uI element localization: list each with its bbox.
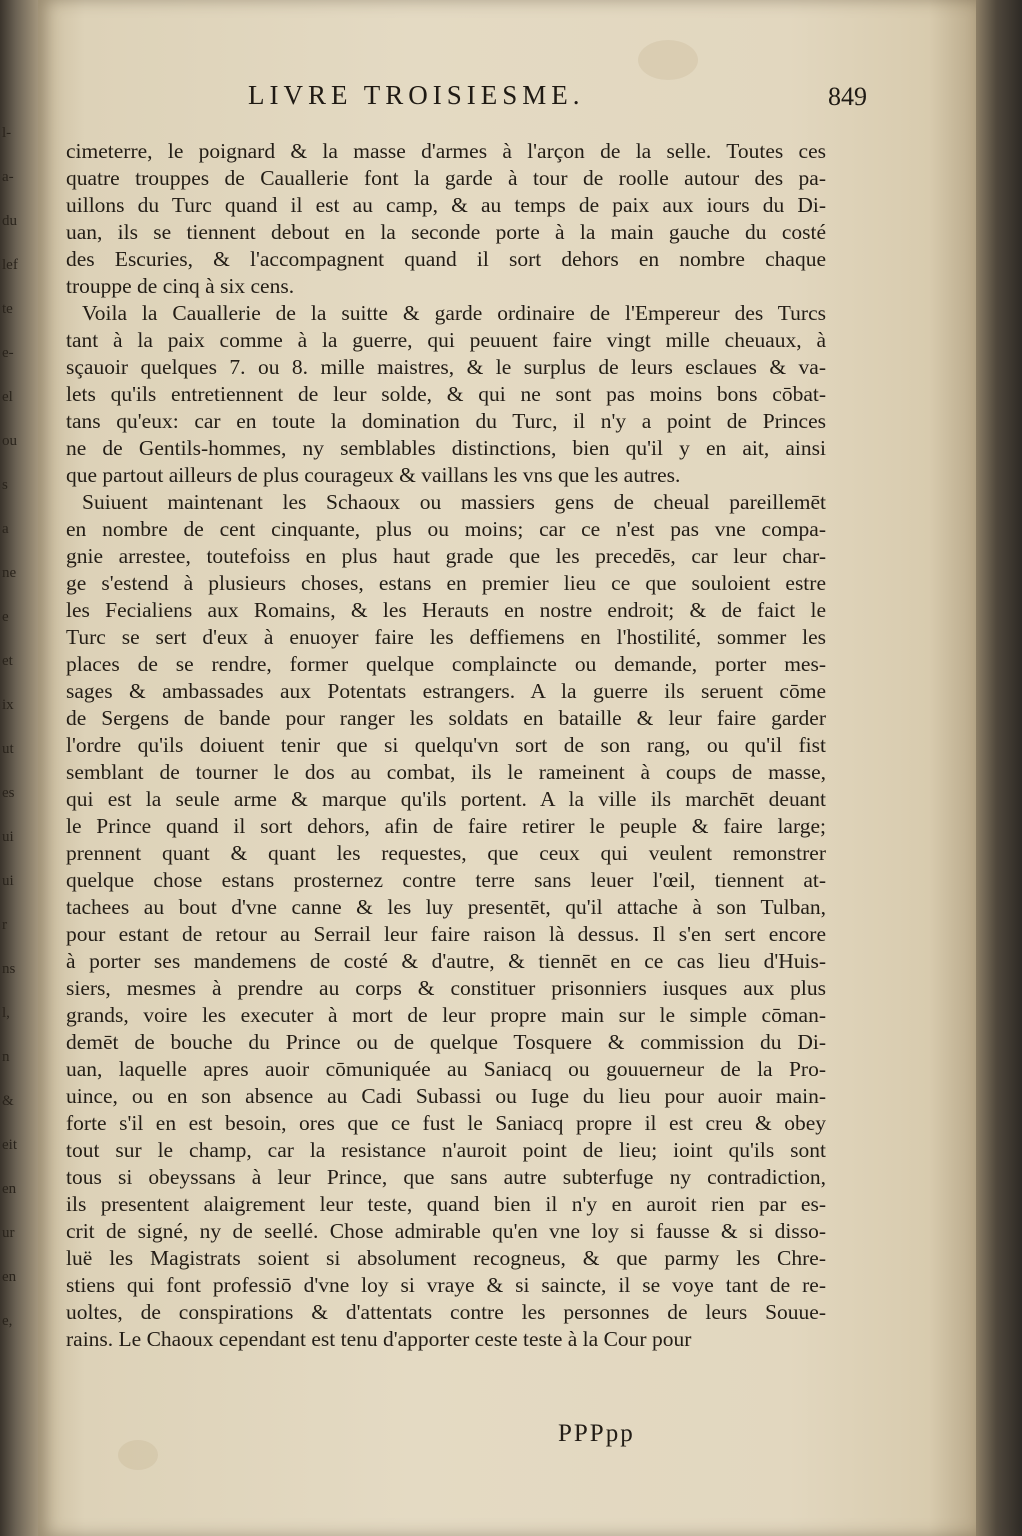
text-line: sages & ambassades aux Potentats estrangers. A la guerre ils seruent cōme bbox=[66, 679, 826, 703]
text-line: ne de Gentils-hommes, ny semblables distinctions, bien qu'il y en ait, ainsi bbox=[66, 436, 826, 460]
text-line: en nombre de cent cinquante, plus ou moins; car ce n'est pas vne compa- bbox=[66, 517, 826, 541]
text-line: forte s'il en est besoin, ores que ce fust le Saniacq propre il est creu & obey bbox=[66, 1111, 826, 1135]
gutter-text-fragment: ur bbox=[2, 1225, 15, 1241]
previous-page-gutter bbox=[0, 0, 40, 1536]
signature-mark: PPPpp bbox=[558, 1420, 635, 1447]
text-line: des Escuries, & l'accompagnent quand il sort dehors en nombre chaque bbox=[66, 247, 826, 271]
gutter-text-fragment: lef bbox=[2, 257, 18, 273]
gutter-text-fragment: du bbox=[2, 213, 17, 229]
text-line: crit de signé, ny de seellé. Chose admirable qu'en vne loy si fausse & si disso- bbox=[66, 1219, 826, 1243]
gutter-text-fragment: te bbox=[2, 301, 13, 317]
text-line: prennent quant & quant les requestes, que ceux qui veulent remonstrer bbox=[66, 841, 826, 865]
text-line: uince, ou en son absence au Cadi Subassi ou Iuge du lieu pour auoir main- bbox=[66, 1084, 826, 1108]
gutter-text-fragment: en bbox=[2, 1181, 17, 1197]
text-line: que partout ailleurs de plus courageux & vaillans les vns que les autres. bbox=[66, 463, 681, 487]
gutter-text-fragment: en bbox=[2, 1269, 17, 1285]
text-line: siers, mesmes à prendre au corps & constituer prisonniers iusques aux plus bbox=[66, 976, 826, 1000]
paper-stain bbox=[118, 1440, 158, 1470]
text-line: ge s'estend à plusieurs choses, estans en premier lieu ce que souloient estre bbox=[66, 571, 826, 595]
gutter-text-fragment: & bbox=[2, 1093, 14, 1109]
gutter-text-fragment: ou bbox=[2, 433, 17, 449]
text-line: tout sur le champ, car la resistance n'auroit point de lieu; ioint qu'ils sont bbox=[66, 1138, 826, 1162]
text-line: gnie arrestee, toutefoiss en plus haut grade que les precedēs, car leur char- bbox=[66, 544, 826, 568]
gutter-text-fragment: ui bbox=[2, 873, 14, 889]
text-line: demēt de bouche du Prince ou de quelque Tosquere & commission du Di- bbox=[66, 1030, 826, 1054]
text-line: uillons du Turc quand il est au camp, & au temps de paix aux iours du Di- bbox=[66, 193, 826, 217]
text-line: cimeterre, le poignard & la masse d'armes à l'arçon de la selle. Toutes ces bbox=[66, 139, 826, 163]
text-line: tans qu'eux: car en toute la domination du Turc, il n'y a point de Princes bbox=[66, 409, 826, 433]
text-line: rains. Le Chaoux cependant est tenu d'apporter ceste teste à la Cour pour bbox=[66, 1327, 692, 1351]
text-line: uan, laquelle apres auoir cōmuniquée au Saniacq ou gouuerneur de la Pro- bbox=[66, 1057, 826, 1081]
gutter-text-fragment: e, bbox=[2, 1313, 13, 1329]
text-line: sçauoir quelques 7. ou 8. mille maistres, & le surplus de leurs esclaues & va- bbox=[66, 355, 826, 379]
gutter-text-fragment: eit bbox=[2, 1137, 17, 1153]
text-line: lets qu'ils entretiennent de leur solde, & qui ne sont pas moins bons cōbat- bbox=[66, 382, 826, 406]
gutter-text-fragment: r bbox=[2, 917, 7, 933]
text-line: places de se rendre, former quelque complaincte ou demande, porter mes- bbox=[66, 652, 826, 676]
gutter-text-fragment: n bbox=[2, 1049, 10, 1065]
gutter-text-fragment: ns bbox=[2, 961, 16, 977]
book-edge bbox=[976, 0, 1022, 1536]
text-line: quatre trouppes de Cauallerie font la garde à tour de roolle autour des pa- bbox=[66, 166, 826, 190]
gutter-text-fragment: l- bbox=[2, 125, 12, 141]
page-header bbox=[38, 80, 976, 120]
gutter-text-fragment: ui bbox=[2, 829, 14, 845]
text-line: uoltes, de conspirations & d'attentats contre les personnes de leurs Souue- bbox=[66, 1300, 826, 1324]
gutter-text-fragment: ix bbox=[2, 697, 14, 713]
gutter-text-fragment: a- bbox=[2, 169, 14, 185]
gutter-text-fragment: ne bbox=[2, 565, 17, 581]
gutter-text-fragment: es bbox=[2, 785, 15, 801]
text-line: grands, voire les executer à mort de leur propre main sur le simple cōman- bbox=[66, 1003, 826, 1027]
text-line: quelque chose estans prosternez contre terre sans leuer l'œil, tiennent at- bbox=[66, 868, 826, 892]
text-line: les Fecialiens aux Romains, & les Herauts en nostre endroit; & de faict le bbox=[66, 598, 826, 622]
gutter-text-fragment: a bbox=[2, 521, 9, 537]
text-line: uan, ils se tiennent debout en la seconde porte à la main gauche du costé bbox=[66, 220, 826, 244]
page-number: 849 bbox=[828, 82, 867, 111]
text-line: Suiuent maintenant les Schaoux ou massiers gens de cheual pareillemēt bbox=[82, 490, 826, 514]
text-line: l'ordre qu'ils doiuent tenir que si quelqu'vn sort de son rang, ou qu'il fist bbox=[66, 733, 826, 757]
text-line: ils presentent alaigrement leur teste, quand bien il n'y en auroit rien par es- bbox=[66, 1192, 826, 1216]
text-line: semblant de tourner le dos au combat, ils le rameinent à coups de masse, bbox=[66, 760, 826, 784]
paper-stain bbox=[638, 40, 698, 80]
gutter-text-fragment: s bbox=[2, 477, 8, 493]
text-line: tachees au bout d'vne canne & les luy presentēt, qu'il attache à son Tulban, bbox=[66, 895, 826, 919]
text-line: qui est la seule arme & marque qu'ils portent. A la ville ils marchēt deuant bbox=[66, 787, 826, 811]
gutter-text-fragment: el bbox=[2, 389, 13, 405]
text-line: trouppe de cinq à six cens. bbox=[66, 274, 295, 298]
text-line: pour estant de retour au Serrail leur faire raison là dessus. Il s'en sert encore bbox=[66, 922, 826, 946]
text-line: de Sergens de bande pour ranger les soldats en bataille & leur faire garder bbox=[66, 706, 826, 730]
text-line: stiens qui font professiō d'vne loy si vraye & si saincte, il se voye tant de re- bbox=[66, 1273, 826, 1297]
gutter-text-fragment: e- bbox=[2, 345, 14, 361]
text-line: le Prince quand il sort dehors, afin de faire retirer le peuple & faire large; bbox=[66, 814, 826, 838]
book-page bbox=[38, 0, 976, 1536]
text-line: tous si obeyssans à leur Prince, que sans autre subterfuge ny contradiction, bbox=[66, 1165, 826, 1189]
text-line: Turc se sert d'eux à enuoyer faire les deffiemens en l'hostilité, sommer les bbox=[66, 625, 826, 649]
gutter-text-fragment: l, bbox=[2, 1005, 10, 1021]
running-title: LIVRE TROISIESME. bbox=[248, 80, 585, 110]
text-line: à porter ses mandemens de costé & d'autre, & tiennēt en ce cas lieu d'Huis- bbox=[66, 949, 826, 973]
gutter-text-fragment: et bbox=[2, 653, 13, 669]
text-line: Voila la Cauallerie de la suitte & garde ordinaire de l'Empereur des Turcs bbox=[82, 301, 826, 325]
text-line: luë les Magistrats soient si absolument recogneus, & que parmy les Chre- bbox=[66, 1246, 826, 1270]
text-line: tant à la paix comme à la guerre, qui peuuent faire vingt mille cheuaux, à bbox=[66, 328, 826, 352]
gutter-text-fragment: e bbox=[2, 609, 9, 625]
gutter-text-fragment: ut bbox=[2, 741, 14, 757]
body-text bbox=[66, 138, 826, 1353]
